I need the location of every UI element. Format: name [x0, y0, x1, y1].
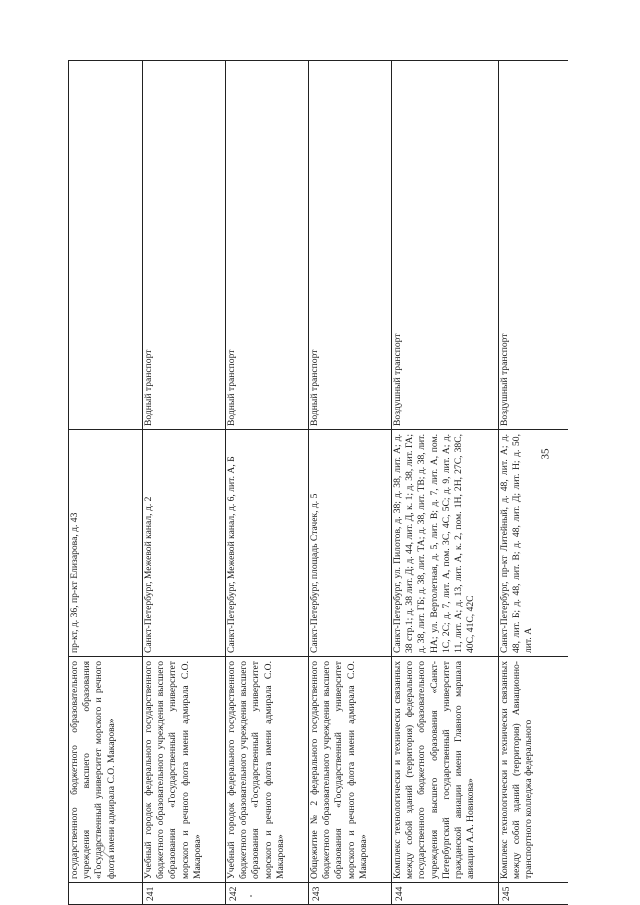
object-address: Санкт-Петербург, ул. Пилотов, д. 38; д. 38, лит. А; д. 38 стр.1; д. 38 лит. Д; д. 44, лит. Д, к. 1; д. 38, лит. ГА; д. 38, лит. ГБ; д. 38, лит. ТА; д. 38, лит. ТВ; д. 38, лит. НА; ул. Вертолетная, д. 5, лит. В; д. 7, лит. А, пом. 1С, 2С; д. 7, лит. А, пом. 3С, 4С, 5С; д. 9, лит. А; д. 11, лит. А; д. 13, лит. А, к. 2, пом. 1Н, 2Н, 27С, 38С, 40С, 41С, 42С — [392, 434, 477, 653]
rotated-table-container — [68, 61, 568, 905]
object-address: Санкт-Петербург, Межевой канал, д. 2 — [143, 496, 154, 653]
objects-table — [68, 61, 568, 905]
object-address: Санкт-Петербург, Межевой канал, д. 6, лит. А, Б — [226, 456, 237, 653]
transport-type: Воздушный транспорт — [392, 333, 403, 426]
row-number: 245 — [501, 886, 512, 901]
object-name: Учебный городок федерального государственного бюджетного образовательного учреждения высшего образования «Государственный университет морского и речного флота имени адмирала С.О. Макарова» — [226, 661, 286, 879]
transport-type: Водный транспорт — [309, 349, 320, 426]
row-number — [68, 883, 142, 905]
row-number: 242 — [228, 886, 239, 901]
row-number: 244 — [394, 886, 405, 901]
object-name: Комплекс технологически и технически связанных между собой зданий (территория) Авиационно-транспортного колледжа федерального — [499, 661, 535, 879]
object-address: Санкт-Петербург, площадь Стачек, д. 5 — [309, 493, 320, 653]
scan-speck — [250, 895, 252, 897]
object-name: Общежитие № 2 федерального государственного бюджетного образовательного учреждения высшего образования «Государственный университет морского и речного флота имени адмирала С.О. Макарова» — [309, 661, 369, 879]
transport-type: Водный транспорт — [143, 349, 154, 426]
object-name: Комплекс технологически и технически связанных между собой зданий (территория) федерального государственного бюджетного образовательного учреждения высшего образования «Санкт-Петербургский государственный университет гражданской авиации имени Главного маршала авиации А.А. Новикова» — [392, 661, 477, 879]
row-number: 241 — [145, 886, 156, 901]
transport-type: Водный транспорт — [226, 349, 237, 426]
object-name: Учебный городок федерального государственного бюджетного образовательного учреждения высшего образования «Государственный университет морского и речного флота имени адмирала С.О. Макарова» — [143, 661, 203, 879]
object-address: Санкт-Петербург, пр-кт Литейный, д. 48, лит. А; д. 48, лит. Б; д. 48, лит. В; д. 48, лит. Д; лит. Н; д. 50, лит. А — [499, 434, 535, 653]
object-name: государственного бюджетного образовательного учреждения высшего образования «Государственный университет морского и речного флота имени адмирала С.О. Макарова» — [69, 661, 117, 879]
page-number: 35 — [539, 448, 552, 460]
object-address: пр-кт, д. 36, пр-кт Елизарова, д. 43 — [69, 512, 80, 653]
transport-type — [68, 61, 142, 430]
scan-pen-mark — [97, 838, 117, 864]
transport-type: Воздушный транспорт — [499, 333, 510, 426]
row-number: 243 — [311, 886, 322, 901]
